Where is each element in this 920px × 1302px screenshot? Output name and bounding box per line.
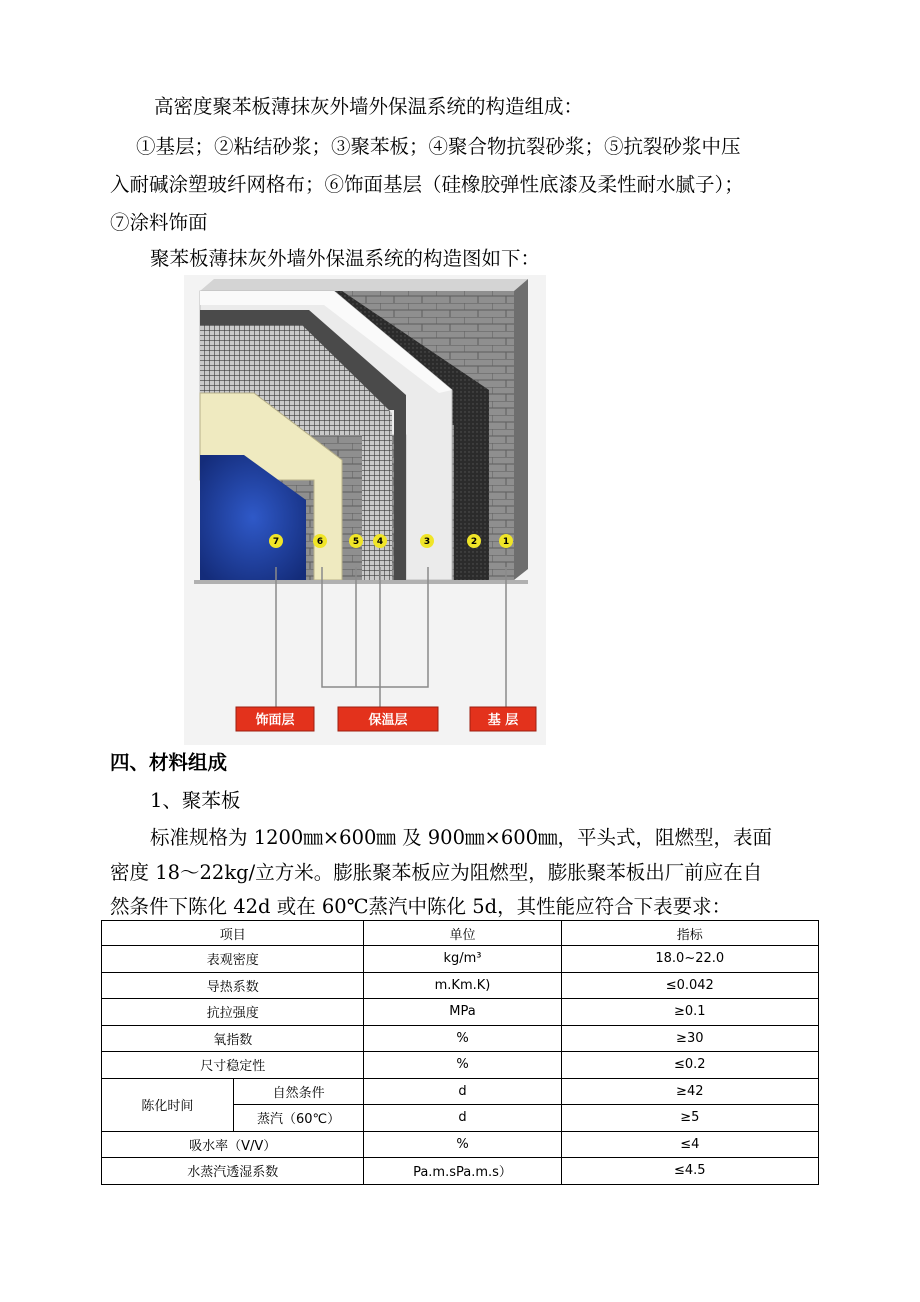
cell-unit: % xyxy=(364,1025,561,1052)
marker-6 xyxy=(313,534,327,548)
cell-item: 自然条件 xyxy=(233,1078,364,1105)
svg-text:基 层: 基 层 xyxy=(487,713,519,728)
table-row xyxy=(102,946,819,973)
table-row xyxy=(102,1025,819,1052)
cell-spec: ≤0.2 xyxy=(561,1052,818,1079)
insulation-system-diagram xyxy=(184,275,546,745)
label-insulation-layer xyxy=(338,707,438,731)
table-row xyxy=(102,999,819,1026)
cell-spec: ≥0.1 xyxy=(561,999,818,1026)
svg-text:7: 7 xyxy=(272,537,280,547)
cell-unit: MPa xyxy=(364,999,561,1026)
cell-item: 表观密度 xyxy=(102,946,364,973)
cell-unit: d xyxy=(364,1078,561,1105)
marker-3 xyxy=(420,534,434,548)
cell-unit: d xyxy=(364,1105,561,1132)
diagram-caption: 聚苯板薄抹灰外墙外保温系统的构造图如下： xyxy=(150,247,541,270)
table-row xyxy=(102,1131,819,1158)
cell-item: 氧指数 xyxy=(102,1025,364,1052)
section-heading-materials: 四、材料组成 xyxy=(110,751,228,774)
cell-spec: ≤0.042 xyxy=(561,972,818,999)
layers-line-1: ①基层；②粘结砂浆；③聚苯板；④聚合物抗裂砂浆；⑤抗裂砂浆中压 xyxy=(136,135,741,158)
cell-unit: Pa.m.sPa.m.s） xyxy=(364,1158,561,1185)
cell-aging-label: 陈化时间 xyxy=(102,1078,234,1131)
svg-text:3: 3 xyxy=(423,537,431,547)
cell-spec: 18.0~22.0 xyxy=(561,946,818,973)
cell-spec: ≤4 xyxy=(561,1131,818,1158)
header-item: 项目 xyxy=(102,921,364,946)
cell-item: 吸水率（V/V） xyxy=(102,1131,364,1158)
cell-unit: % xyxy=(364,1052,561,1079)
cell-spec: ≥30 xyxy=(561,1025,818,1052)
svg-text:饰面层: 饰面层 xyxy=(255,713,295,728)
marker-7 xyxy=(269,534,283,548)
spec-line-3: 然条件下陈化 42d 或在 60℃蒸汽中陈化 5d，其性能应符合下表要求： xyxy=(110,895,732,918)
table-row xyxy=(102,972,819,999)
table-row xyxy=(102,1078,819,1105)
marker-4 xyxy=(373,534,387,548)
svg-text:5: 5 xyxy=(352,537,360,547)
svg-text:2: 2 xyxy=(470,537,478,547)
marker-1 xyxy=(499,534,513,548)
label-finish-layer xyxy=(236,707,314,731)
layers-line-3: ⑦涂料饰面 xyxy=(110,211,208,234)
cell-item: 抗拉强度 xyxy=(102,999,364,1026)
cell-spec: ≤4.5 xyxy=(561,1158,818,1185)
cell-spec: ≥42 xyxy=(561,1078,818,1105)
svg-text:6: 6 xyxy=(316,537,324,547)
table-row xyxy=(102,1158,819,1185)
svg-text:4: 4 xyxy=(376,537,384,547)
header-spec: 指标 xyxy=(561,921,818,946)
spec-line-2: 密度 18～22kg/立方米。膨胀聚苯板应为阻燃型，膨胀聚苯板出厂前应在自 xyxy=(110,861,763,884)
cell-spec: ≥5 xyxy=(561,1105,818,1132)
eps-performance-table xyxy=(101,920,819,1185)
table-header-row xyxy=(102,921,819,946)
intro-paragraph: 高密度聚苯板薄抹灰外墙外保温系统的构造组成： xyxy=(154,95,584,118)
cell-item: 尺寸稳定性 xyxy=(102,1052,364,1079)
header-unit: 单位 xyxy=(364,921,561,946)
cell-item: 蒸汽（60℃） xyxy=(233,1105,364,1132)
layers-line-2: 入耐碱涂塑玻纤网格布；⑥饰面基层（硅橡胶弹性底漆及柔性耐水腻子）； xyxy=(110,173,744,196)
cell-item: 导热系数 xyxy=(102,972,364,999)
svg-text:1: 1 xyxy=(502,537,510,547)
cell-unit: m.Km.K) xyxy=(364,972,561,999)
marker-2 xyxy=(467,534,481,548)
cell-item: 水蒸汽透湿系数 xyxy=(102,1158,364,1185)
cell-unit: % xyxy=(364,1131,561,1158)
marker-5 xyxy=(349,534,363,548)
table-row xyxy=(102,1052,819,1079)
cell-unit: kg/m³ xyxy=(364,946,561,973)
subheading-eps-board: 1、聚苯板 xyxy=(150,789,241,812)
spec-line-1: 标准规格为 1200㎜×600㎜ 及 900㎜×600㎜，平头式，阻燃型，表面 xyxy=(150,826,773,849)
svg-text:保温层: 保温层 xyxy=(368,713,408,728)
label-base-layer xyxy=(470,707,536,731)
